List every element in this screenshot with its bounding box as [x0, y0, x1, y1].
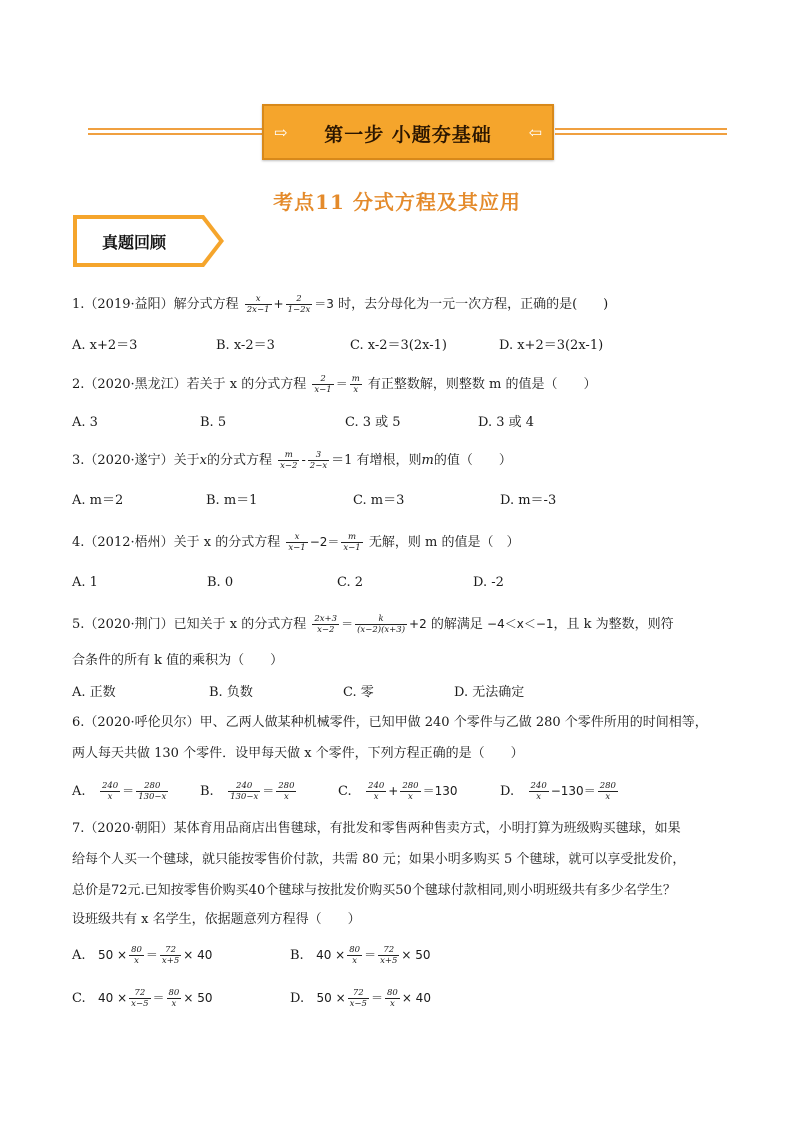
q2-option-d[interactable]: D. 3 或 4 — [478, 415, 535, 430]
banner-title: 第一步 小题夯基础 — [324, 124, 492, 146]
q4-option-b[interactable]: B. 0 — [207, 575, 234, 590]
question-7-line-4: 设班级共有 x 名学生，依据题意列方程得（ ） — [72, 912, 361, 927]
question-6: 6.（2020·呼伦贝尔）甲、乙两人做某种机械零件，已知甲做 240 个零件与乙做 280 个零件所用的时间相等， — [72, 715, 708, 730]
arrow-right-icon: ⇨ — [274, 123, 288, 142]
q7-option-d[interactable]: D. 50 × $\frac{72}{x-5}$ ＝ $\frac{80}{x}$ × 40 — [290, 988, 431, 1009]
fraction: $\frac{x}{x-1}$ — [288, 532, 306, 553]
step-banner — [262, 104, 554, 160]
fraction: $\frac{k}{(x-2)(x+3)}$ — [357, 614, 406, 635]
q3-option-a[interactable]: A. m＝2 — [72, 493, 124, 508]
banner-lines-right — [555, 128, 727, 138]
fraction: $\frac{3}{2-x}$ — [309, 450, 328, 471]
banner-lines-left — [88, 128, 263, 138]
q7-option-b[interactable]: B. 40 × $\frac{80}{x}$ ＝ $\frac{72}{x+5}$ × 50 — [290, 945, 431, 966]
q5-option-d[interactable]: D. 无法确定 — [454, 685, 525, 700]
question-7-line-2: 给每个人买一个毽球，就只能按零售价付款，共需 80 元；如果小明多购买 5 个毽球，就可以享受批发价， — [72, 852, 686, 867]
q1-option-c[interactable]: C. x-2＝3(2x-1) — [350, 338, 447, 353]
q5-option-b[interactable]: B. 负数 — [209, 685, 253, 700]
arrow-left-icon: ⇦ — [528, 123, 542, 142]
q7-option-a[interactable]: A. 50 × $\frac{80}{x}$ ＝ $\frac{72}{x+5}$ × 40 — [72, 945, 213, 966]
fraction: $\frac{2}{1-2x}$ — [287, 294, 311, 315]
fraction: $\frac{m}{x-2}$ — [280, 450, 298, 471]
q5-option-a[interactable]: A. 正数 — [72, 685, 116, 700]
section-tag-label: 真题回顾 — [102, 233, 167, 252]
q6-option-c[interactable]: C. $\frac{240}{x}$ + $\frac{280}{x}$ ＝130 — [338, 781, 458, 802]
q6-option-b[interactable]: B. $\frac{240}{130-x}$ ＝ $\frac{280}{x}$ — [200, 781, 295, 802]
question-6-line-2: 两人每天共做 130 个零件．设甲每天做 x 个零件，下列方程正确的是（ ） — [72, 746, 524, 761]
fraction: $\frac{2}{x-1}$ — [314, 374, 332, 395]
q2-option-b[interactable]: B. 5 — [200, 415, 227, 430]
question-5-line-2: 合条件的所有 k 值的乘积为（ ） — [72, 653, 284, 668]
q6-option-a[interactable]: A. $\frac{240}{x}$ ＝ $\frac{280}{130-x}$ — [72, 781, 167, 802]
q6-option-d[interactable]: D. $\frac{240}{x}$ −130＝ $\frac{280}{x}$ — [500, 781, 616, 802]
fraction: $\frac{x}{2x-1}$ — [246, 294, 270, 315]
q5-option-c[interactable]: C. 零 — [343, 685, 374, 700]
fraction: $\frac{m}{x}$ — [351, 374, 360, 395]
q2-option-a[interactable]: A. 3 — [72, 415, 98, 430]
question-5: 5.（2020·荆门）已知关于 x 的分式方程 $\frac{2x+3}{x-2}$ ＝ $\frac{k}{(x-2)(x+3)}$ +2 的解满足 −4＜x＜−1，且 k 为整数，则符 — [72, 614, 674, 635]
q4-option-a[interactable]: A. 1 — [72, 575, 98, 590]
question-3: 3.（2020·遂宁）关于x的分式方程 $\frac{m}{x-2}$ - $\frac{3}{2-x}$ ＝1 有增根，则m的值（ ） — [72, 450, 512, 471]
question-1: 1.（2019·益阳）解分式方程 $\frac{x}{2x-1}$ + $\frac{2}{1-2x}$ ＝3 时，去分母化为一元一次方程，正确的是( ) — [72, 294, 609, 315]
q3-option-d[interactable]: D. m＝-3 — [500, 493, 557, 508]
q2-option-c[interactable]: C. 3 或 5 — [345, 415, 401, 430]
question-4: 4.（2012·梧州）关于 x 的分式方程 $\frac{x}{x-1}$ −2＝ $\frac{m}{x-1}$ 无解，则 m 的值是（ ） — [72, 532, 520, 553]
q1-option-b[interactable]: B. x-2＝3 — [216, 338, 275, 353]
q3-option-c[interactable]: C. m＝3 — [353, 493, 405, 508]
section-tag — [72, 214, 226, 268]
question-7: 7.（2020·朝阳）某体育用品商店出售毽球，有批发和零售两种售卖方式，小明打算为班级购买毽球，如果 — [72, 821, 681, 836]
topic-heading: 考点11 分式方程及其应用 — [273, 190, 521, 214]
fraction: $\frac{m}{x-1}$ — [343, 532, 361, 553]
q4-option-c[interactable]: C. 2 — [337, 575, 364, 590]
q1-option-a[interactable]: A. x+2＝3 — [72, 338, 138, 353]
q4-option-d[interactable]: D. -2 — [473, 575, 504, 590]
q1-option-d[interactable]: D. x+2＝3(2x-1) — [499, 338, 604, 353]
question-7-line-3: 总价是72元.已知按零售价购买40个毽球与按批发价购买50个毽球付款相同,则小明班级共有多少名学生？ — [72, 883, 676, 898]
q7-option-c[interactable]: C. 40 × $\frac{72}{x-5}$ ＝ $\frac{80}{x}$ × 50 — [72, 988, 213, 1009]
fraction: $\frac{2x+3}{x-2}$ — [314, 614, 338, 635]
question-2: 2.（2020·黑龙江）若关于 x 的分式方程 $\frac{2}{x-1}$ ＝ $\frac{m}{x}$ 有正整数解，则整数 m 的值是（ ） — [72, 374, 597, 395]
q3-option-b[interactable]: B. m＝1 — [206, 493, 258, 508]
